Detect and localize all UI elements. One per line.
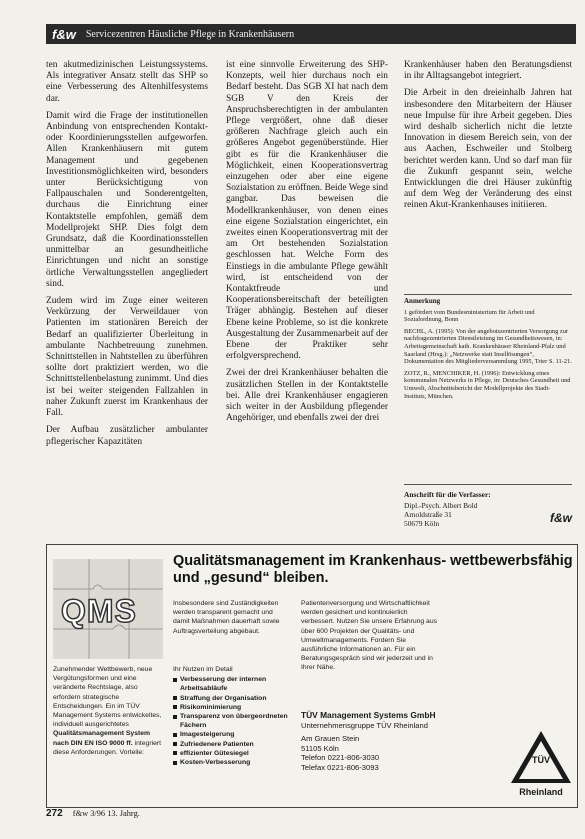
article-column-2 [226,60,388,431]
journal-info: f&w 3/96 13. Jahrg. [72,809,140,818]
company-name: TÜV Management Systems GmbH [301,710,436,720]
article-column-1 [46,60,208,454]
ad-title: Qualitätsmanagement im Krankenhaus- wettbewerbsfähig und „gesund“ bleiben. [173,553,573,586]
divider [404,294,572,295]
benefit-list-heading: Ihr Nutzen im Detail [173,666,233,673]
company-sub: Unternehmensgruppe TÜV Rheinland [301,720,428,730]
bullet-icon [173,733,177,737]
references-heading: Anmerkung [404,297,441,305]
qms-illustration [53,559,163,659]
advertisement [46,544,578,808]
list-item: effizienter Gütesiegel [173,749,303,758]
address-heading: Anschrift für die Verfasser: [404,490,491,499]
company-phone: Telefon 0221-806-3030 [301,753,380,763]
bullet-icon [173,678,177,682]
list-item: Verbesserung der internen Arbeitsabläufe [173,675,303,693]
paragraph: Zwei der drei Krankenhäuser behalten die zusätzlichen Stellen in der Kontaktstelle bei. Alle drei Krankenhäuser engagieren sich weiter in der Ausbildung pflegender Angehöriger, und ebenfalls zwei der drei [226,368,388,424]
paragraph: ten akutmedizinischen Leistungssystems. Als integrativer Ansatz stellt das SHP so eine Verbesserung des Altenhilfesystems dar. [46,60,208,104]
list-item: Risikominimierung [173,703,303,712]
company-city: 51105 Köln [301,743,339,753]
list-item: Zufriedenere Patienten [173,740,303,749]
qms-label: QMS [61,593,137,629]
bullet-icon [173,751,177,755]
divider [404,484,572,485]
page-header [46,24,576,44]
bullet-icon [173,742,177,746]
address-line: Arnoldstraße 31 [404,510,452,519]
ad-text: Patientenversorgung und Wirtschaftlichkeit werden gesichert und kontinuierlich verbessert. Nutzen Sie unsere Erfahrung aus über 600 Projekten der Qualitäts- und Umweltmanagements. Fordern Sie ausführliche Informationen an. Für ein Beratungsgespräch sind wir jederzeit und in Ihrer Nähe. [301,600,438,672]
bullet-icon [173,715,177,719]
reference-item: ZOTZ, R., MENCHIKER, H. (1996): Entwicklung eines kommunalen Netzwerks in Pflege, in: Deutsches Gesundheit und Umwelt, Abschnittsbericht der Modellprojekte des Stadt-Instituts, München. [404,369,571,400]
bullet-icon [173,705,177,709]
list-item: Transparenz von übergeordneten Fächern [173,712,303,730]
paragraph: Die Arbeit in den dreieinhalb Jahren hat insbesondere den Mitarbeitern der Häuser neue Impulse für ihre Arbeit gegeben. Dies wird deshalb sicherlich nicht die letzte Innovation in diesem Bereich sein, von der aus Aachen, Eschweiler und Stolberg berichtet werden kann. Und so darf man für die Zukunft gespannt sein, welche Entwicklungen die drei Häuser zukünftig auf dem Weg der Veränderung des einst reinen Akut-Krankenhauses initiieren. [404,88,572,211]
references [404,298,572,404]
header-title: Servicezentren Häusliche Pflege in Krankenhäusern [85,28,295,40]
paragraph: Damit wird die Frage der institutionellen Anbindung von entsprechenden Kontakt- oder Koordinierungsstellen aufgeworfen. Allen Krankenhäusern mit gutem Management und gegebenen Investitionsmöglichkeiten wird, besonders unter Berücksichtigung von Fallpauschalen und Sonderentgelten, durchaus die Einrichtung einer Kontaktstelle empfohlen, gemäß dem Modellprojekt SHP. Dies folgt dem Grundsatz, daß die Koordinationsstellen unmittelbar an gesundheitliche Einrichtungen und nicht an sonstige örtliche Verwaltungsstellen angegliedert sind. [46,110,208,289]
company-contact [301,711,481,773]
paragraph: Der Aufbau zusätzlicher ambulanter pflegerischer Kapazitäten [46,425,208,447]
reference-item: 1 gefördert vom Bundesministerium für Arbeit und Sozialordnung, Bonn [404,308,535,324]
end-logo: f&w [550,511,572,525]
tuv-logo-bottom: Rheinland [519,787,563,797]
article-column-3 [404,60,572,218]
ad-text-part: Zunehmender Wettbewerb, neue Vergütungsformen und eine veränderte Rechtslage, also erfordern strategische Entscheidungen. Ein im TÜV Management Systems entwickeltes, individuell ausgerichtetes [53,666,162,729]
list-item: Kosten-Verbesserung [173,758,303,767]
reference-item: BECHL, A. (1995): Von der angebotszentrierten Versorgung zur nachfragezentrierten Dienstleistung im Gesundheitswesen, in: Arbeitsgemeinschaft kath. Krankenhäuser Rheinland-Pfalz und Saarland (Hrsg.): „Netzwerke statt Insellösungen“, Dokumentation des Mitgliederversammlung 1995, Trier S. 11-21. [404,327,572,366]
ad-text-emphasis: Qualitätsmanagement System nach DIN EN ISO 9000 ff. [53,730,151,747]
tuv-logo-top: TÜV [532,755,550,765]
ad-text [53,665,165,757]
ad-text-part: integriert diese Anforderungen. Vorteile: [53,739,162,756]
list-item: Straffung der Organisation [173,694,303,703]
header-logo: f&w [52,26,76,42]
page-number: 272 [46,808,63,819]
address-line: 50679 Köln [404,519,440,528]
paragraph: ist eine sinnvolle Erweiterung des SHP-Konzepts, weil hier durchaus noch ein Bedarf besteht. Das SGB XI hat nach dem SGB V den Kreis der Anspruchsberechtigten in der ambulanten Pflege vergrößert, ohne daß dieser größeren Nachfrage gleich auch ein größeres Angebot gegenüberstünde. Hier gibt es für die Krankenhäuser die Möglichkeit, einen Kooperationsvertrag einzugehen oder aber eine eigene Sozialstation zu eröffnen. Beide Wege sind gangbar. Das beweisen die Modellkrankenhäuser, von denen eines eine eigene Sozialstation eingerichtet, ein zweites einen Kooperationsvertrag mit der am Ort bestehenden Sozialstation geschlossen hat. Welche Form des Einstiegs in die ambulante Pflege gewählt wird, ist entscheidend von der Kontaktfreude und Kooperationsbereitschaft der beteiligten Träger abhängig. Bestehen auf dieser Ebene keine Probleme, so ist die konkrete Ausgestaltung der Zusammenarbeit auf der Ebene der Praktiker sehr erfolgversprechend. [226,60,388,362]
benefit-list [173,665,303,767]
page-footer [46,808,140,819]
paragraph: Zudem wird im Zuge einer weiteren Verkürzung der Verweildauer von Patienten im stationären Bereich der Bedarf an qualifizierter Überleitung in ambulante Nachbetreuung zunehmen. Schnittstellen in Nahtstellen zu überführen sollte dort praktiziert werden, wo die Schnittstellenbelastung zunimmt. Und dies ist bei weiter steigenden Fallzahlen in naher Zukunft zuerst im Krankenhaus der Fall. [46,296,208,419]
author-address [404,490,572,528]
bullet-icon [173,696,177,700]
company-street: Am Grauen Stein [301,734,360,744]
company-fax: Telefax 0221-806-3093 [301,762,379,772]
address-line: Dipl.-Psych. Albert Bold [404,501,478,510]
bullet-icon [173,761,177,765]
tuv-logo [509,729,573,803]
list-item: Imagesteigerung [173,730,303,739]
paragraph: Krankenhäuser haben den Beratungsdienst in ihr Alltagsangebot integriert. [404,60,572,82]
ad-text: Insbesondere sind Zuständigkeiten werden transparent gemacht und damit Maßnahmen dauerhaft sowie Auftragsverteilung abgebaut. [173,600,280,635]
